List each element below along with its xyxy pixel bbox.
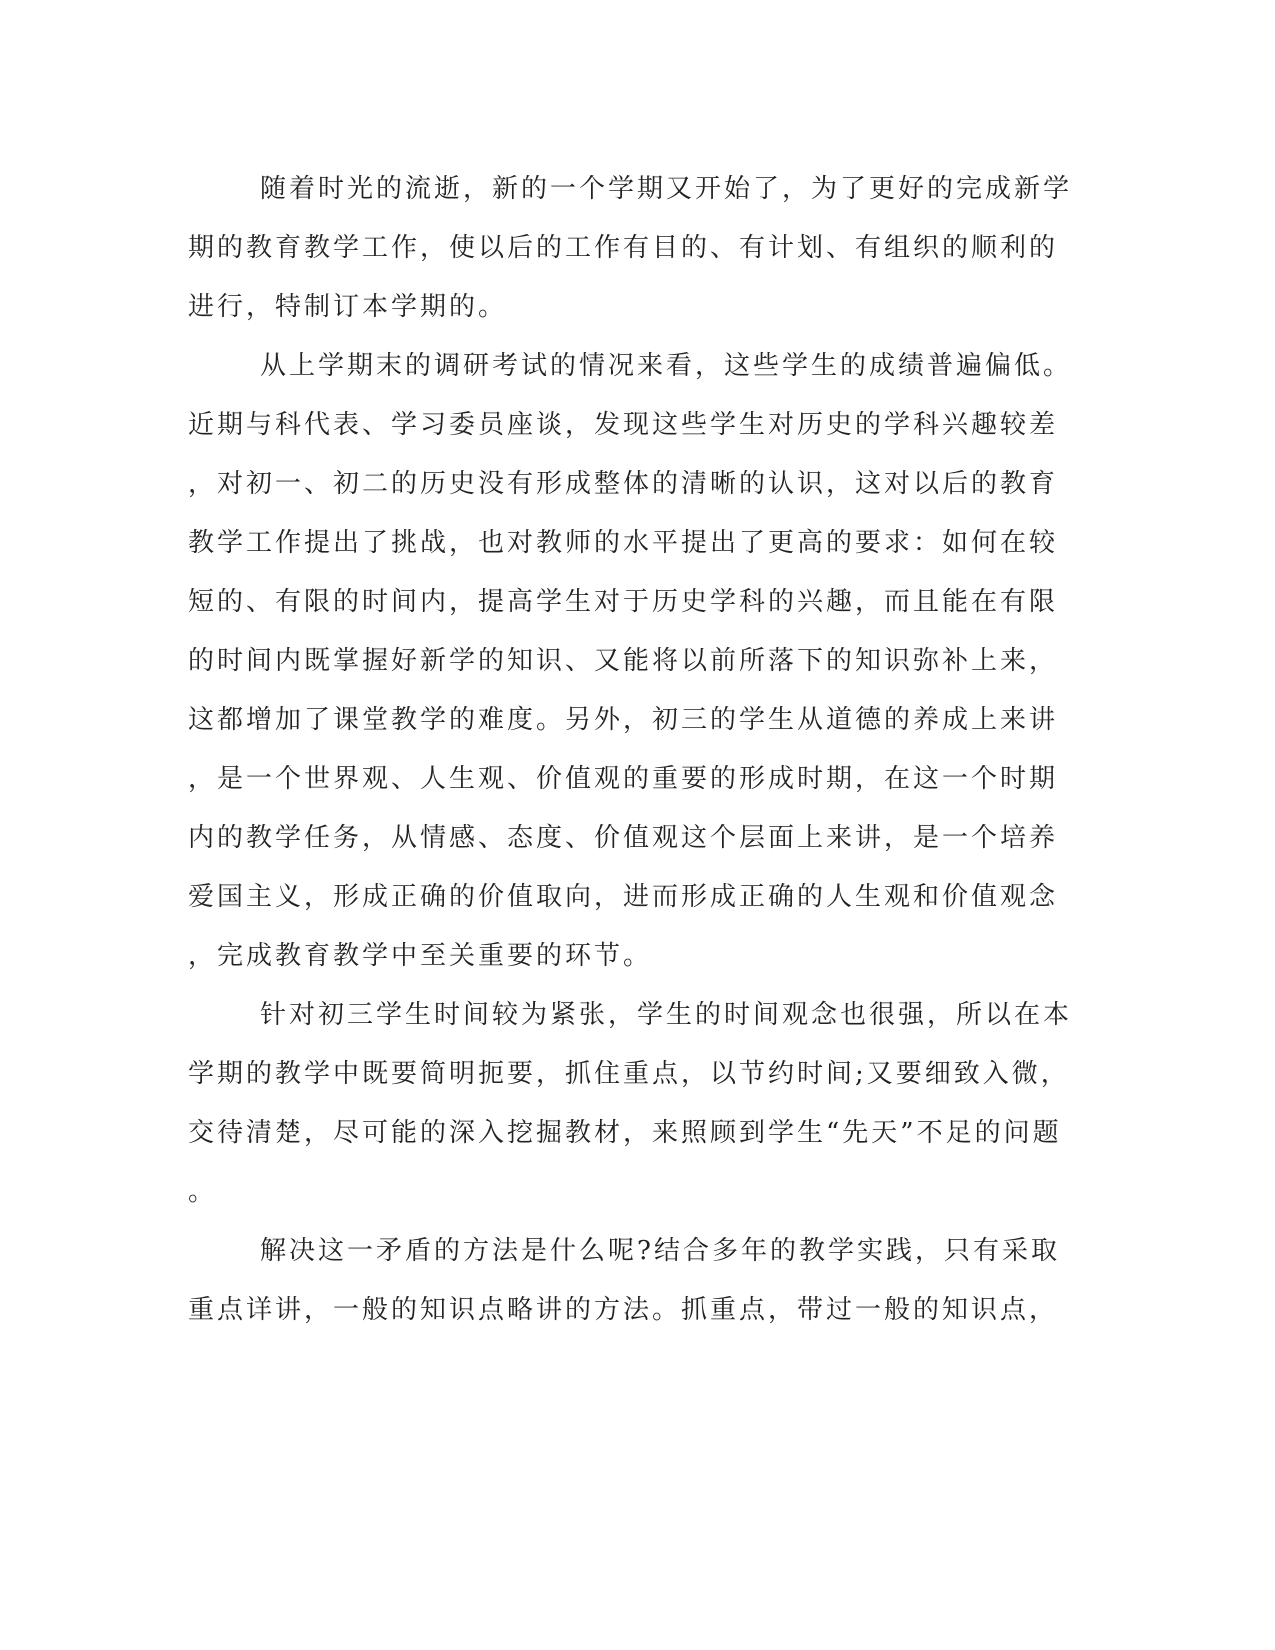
paragraph-2 [188,337,1073,986]
text-line: 从上学期末的调研考试的情况来看，这些学生的成绩普遍偏低。 [260,351,1073,381]
text-line: 交待清楚，尽可能的深入挖掘教材，来照顾到学生“先天”不足的问题 [188,1118,1062,1148]
text-line: 随着时光的流逝，新的一个学期又开始了，为了更好的完成新学 [260,174,1073,204]
text-line: ，完成教育教学中至关重要的环节。 [188,941,653,971]
text-line: 教学工作提出了挑战，也对教师的水平提出了更高的要求：如何在较 [188,528,1059,558]
paragraph-3 [188,986,1073,1222]
text-line: 解决这一矛盾的方法是什么呢?结合多年的教学实践，只有采取 [260,1236,1060,1266]
text-line: 针对初三学生时间较为紧张，学生的时间观念也很强，所以在本 [260,1000,1073,1030]
paragraph-4 [188,1222,1068,1340]
paragraph-1 [188,160,1073,337]
text-line: ，是一个世界观、人生观、价值观的重要的形成时期，在这一个时期 [188,764,1059,794]
text-line: ，对初一、初二的历史没有形成整体的清晰的认识，这对以后的教育 [188,469,1059,499]
text-line: 这都增加了课堂教学的难度。另外，初三的学生从道德的养成上来讲 [188,705,1059,735]
text-line: 。 [188,1177,218,1207]
text-line: 学期的教学中既要简明扼要，抓住重点，以节约时间;又要细致入微， [188,1059,1070,1089]
text-line: 的时间内既掌握好新学的知识、又能将以前所落下的知识弥补上来， [188,646,1059,676]
text-line: 进行，特制订本学期的。 [188,292,508,322]
text-line: 近期与科代表、学习委员座谈，发现这些学生对历史的学科兴趣较差 [188,410,1059,440]
text-line: 短的、有限的时间内，提高学生对于历史学科的兴趣，而且能在有限 [188,587,1059,617]
text-line: 期的教育教学工作，使以后的工作有目的、有计划、有组织的顺利的 [188,233,1059,263]
document-body [188,160,1073,1340]
text-line: 重点详讲，一般的知识点略讲的方法。抓重点，带过一般的知识点， [188,1295,1059,1325]
text-line: 爱国主义，形成正确的价值取向，进而形成正确的人生观和价值观念 [188,882,1059,912]
text-line: 内的教学任务，从情感、态度、价值观这个层面上来讲，是一个培养 [188,823,1059,853]
